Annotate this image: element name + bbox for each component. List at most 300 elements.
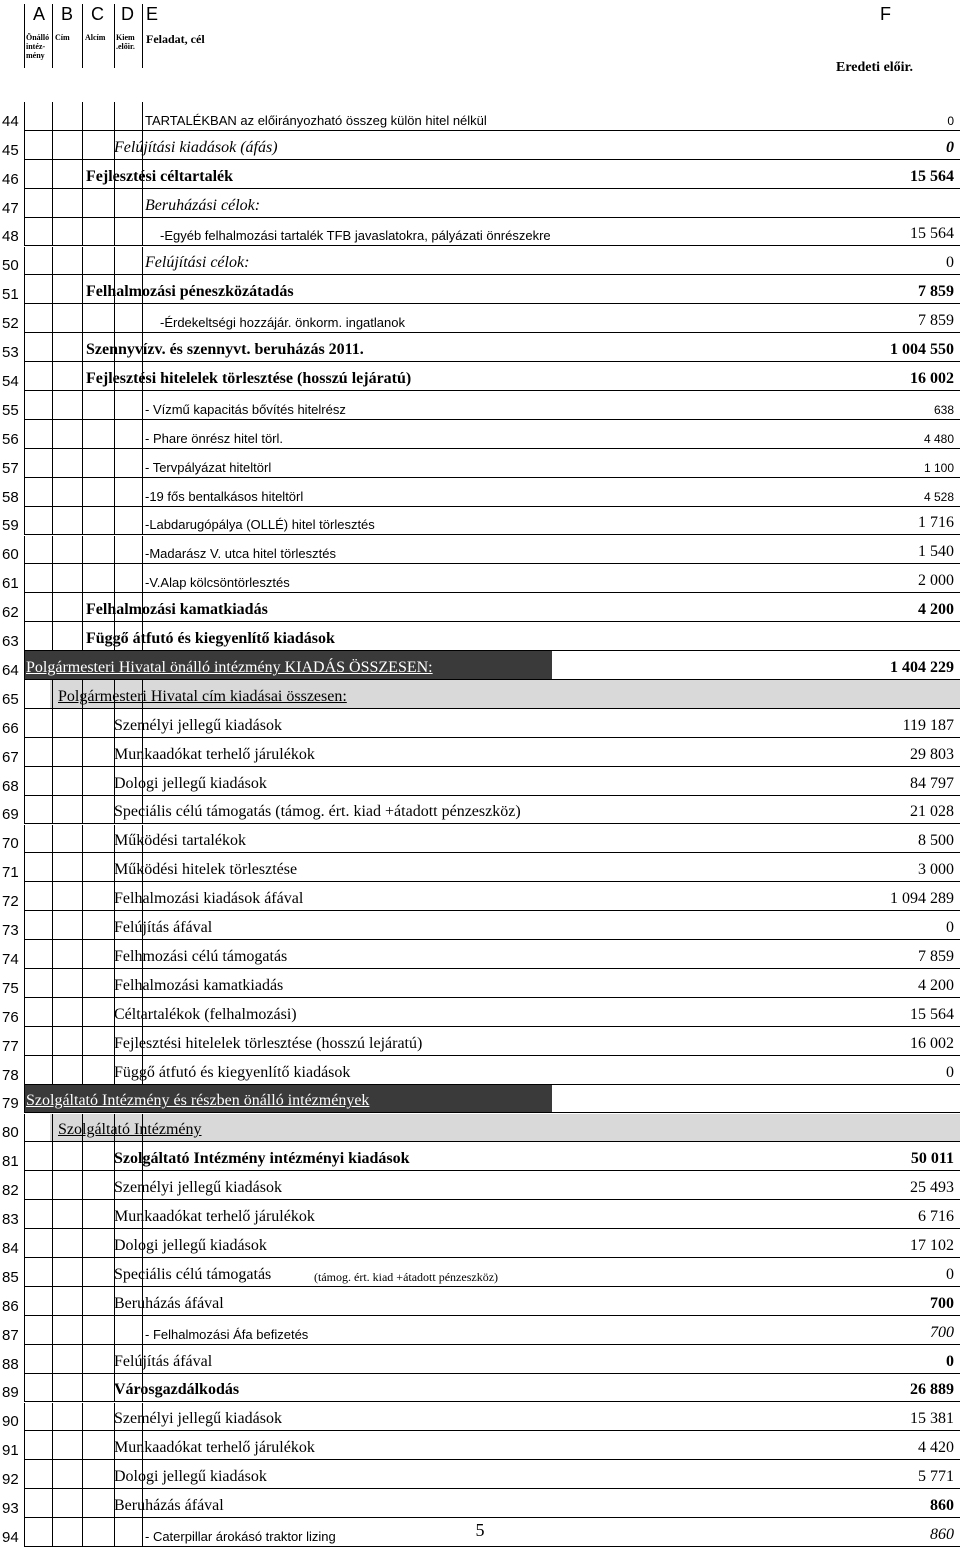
row-value: 638 xyxy=(933,402,954,417)
col-e-label: Feladat, cél xyxy=(146,32,205,46)
column-rule xyxy=(52,1460,53,1489)
row-value: 2 000 xyxy=(918,572,954,590)
row-number: 75 xyxy=(2,979,19,997)
column-rule xyxy=(24,593,25,622)
column-rule xyxy=(82,825,83,854)
row-label: Polgármesteri Hivatal önálló intézmény KIADÁS ÖSSZESEN: xyxy=(26,658,433,676)
column-rule xyxy=(82,1171,83,1200)
table-row xyxy=(0,1258,960,1287)
column-rule xyxy=(52,1056,53,1085)
column-rule xyxy=(52,1316,53,1345)
column-rule xyxy=(142,536,143,565)
column-rule xyxy=(52,449,53,478)
row-value: 3 000 xyxy=(918,861,954,879)
row-value: 16 002 xyxy=(910,1034,954,1052)
row-number: 84 xyxy=(2,1239,19,1257)
column-rule xyxy=(82,709,83,738)
table-row xyxy=(0,709,960,738)
table-row xyxy=(0,911,960,940)
row-number: 50 xyxy=(2,257,19,275)
table-row xyxy=(0,449,960,478)
row-label: -Labdarugópálya (OLLÉ) hitel törlesztés xyxy=(145,517,375,533)
column-rule xyxy=(142,102,143,131)
column-rule xyxy=(24,825,25,854)
row-value: 1 100 xyxy=(923,460,954,475)
column-rule xyxy=(114,420,115,449)
column-rule xyxy=(82,333,83,362)
row-label: - Felhalmozási Áfa befizetés xyxy=(145,1326,309,1342)
column-rule xyxy=(142,391,143,420)
row-value: 1 404 229 xyxy=(890,658,954,676)
col-e-letter: E xyxy=(146,4,159,24)
column-rule xyxy=(52,333,53,362)
row-value: 0 xyxy=(946,1352,954,1370)
table-row xyxy=(0,1142,960,1171)
column-rule xyxy=(52,1489,53,1518)
col-f-letter: F xyxy=(880,4,891,24)
row-value: 29 803 xyxy=(910,745,954,763)
row-number: 70 xyxy=(2,835,19,853)
column-rule xyxy=(24,507,25,536)
column-rule xyxy=(82,998,83,1027)
row-label: Városgazdálkodás xyxy=(114,1381,240,1399)
column-rule xyxy=(24,1142,25,1171)
table-row xyxy=(0,1200,960,1229)
row-number: 46 xyxy=(2,170,19,188)
row-number: 47 xyxy=(2,199,19,217)
row-number: 57 xyxy=(2,459,19,477)
column-rule xyxy=(52,160,53,189)
table-row xyxy=(0,160,960,189)
column-rule xyxy=(52,767,53,796)
row-number: 67 xyxy=(2,748,19,766)
column-rule xyxy=(52,622,53,651)
row-label: Dologi jellegű kiadások xyxy=(114,1468,267,1486)
table-row xyxy=(0,940,960,969)
column-rule xyxy=(52,102,53,131)
column-rule xyxy=(82,1374,83,1403)
row-label: Munkaadókat terhelő járulékok xyxy=(114,745,315,763)
column-rule xyxy=(24,1489,25,1518)
row-number: 94 xyxy=(2,1528,19,1546)
row-label: Függő átfutó és kiegyenlítő kiadások xyxy=(86,630,335,648)
column-rule xyxy=(24,911,25,940)
column-rule xyxy=(142,564,143,593)
column-rule xyxy=(114,1316,115,1345)
column-rule xyxy=(82,1229,83,1258)
column-rule xyxy=(24,651,25,680)
column-rule xyxy=(24,709,25,738)
column-rule xyxy=(114,304,115,333)
column-rule xyxy=(82,1403,83,1432)
row-number: 80 xyxy=(2,1124,19,1142)
row-label: Személyi jellegű kiadások xyxy=(114,1179,282,1197)
row-label: Felhalmozási kiadások áfával xyxy=(114,890,304,908)
row-value: 860 xyxy=(930,1525,954,1543)
table-row xyxy=(0,536,960,565)
row-number: 45 xyxy=(2,141,19,159)
row-label: Dologi jellegű kiadások xyxy=(114,774,267,792)
row-number: 89 xyxy=(2,1384,19,1402)
column-rule xyxy=(52,796,53,825)
column-rule xyxy=(52,1403,53,1432)
table-row xyxy=(0,1460,960,1489)
column-rule xyxy=(82,796,83,825)
column-rule xyxy=(114,391,115,420)
row-value: 0 xyxy=(946,1063,954,1081)
column-rule xyxy=(24,1316,25,1345)
column-rule xyxy=(24,1431,25,1460)
column-rule xyxy=(82,275,83,304)
row-number: 78 xyxy=(2,1066,19,1084)
column-rule xyxy=(52,131,53,160)
column-rule xyxy=(82,391,83,420)
row-number: 44 xyxy=(2,112,19,130)
column-rule xyxy=(82,304,83,333)
column-rule xyxy=(142,420,143,449)
column-rule xyxy=(52,680,53,709)
row-value: 1 540 xyxy=(918,543,954,561)
column-rule xyxy=(52,478,53,507)
column-rule xyxy=(24,1345,25,1374)
row-number: 63 xyxy=(2,633,19,651)
column-rule xyxy=(52,853,53,882)
column-rule xyxy=(52,1287,53,1316)
row-label: Felhalmozási kamatkiadás xyxy=(86,601,268,619)
column-rule xyxy=(24,1085,25,1114)
row-number: 58 xyxy=(2,488,19,506)
table-row xyxy=(0,333,960,362)
column-rule xyxy=(82,1489,83,1518)
column-rule xyxy=(82,767,83,796)
row-number: 92 xyxy=(2,1471,19,1489)
column-rule xyxy=(24,564,25,593)
column-rule xyxy=(52,275,53,304)
row-label: Speciális célú támogatás xyxy=(114,1265,272,1283)
row-number: 61 xyxy=(2,575,19,593)
row-label: Dologi jellegű kiadások xyxy=(114,1236,267,1254)
column-rule xyxy=(82,1200,83,1229)
column-rule xyxy=(24,1200,25,1229)
row-label: Beruházás áfával xyxy=(114,1497,224,1515)
column-rule xyxy=(82,218,83,247)
row-number: 87 xyxy=(2,1326,19,1344)
column-rule xyxy=(142,449,143,478)
table-row xyxy=(0,1287,960,1316)
table-row xyxy=(0,1431,960,1460)
row-label: Személyi jellegű kiadások xyxy=(114,716,282,734)
column-rule xyxy=(114,564,115,593)
column-rule xyxy=(82,593,83,622)
column-rule xyxy=(142,478,143,507)
column-rule xyxy=(52,362,53,391)
column-rule xyxy=(24,362,25,391)
row-value: 7 859 xyxy=(918,947,954,965)
column-rule xyxy=(52,969,53,998)
row-number: 65 xyxy=(2,690,19,708)
column-rule xyxy=(24,1258,25,1287)
row-number: 48 xyxy=(2,228,19,246)
column-rule xyxy=(82,160,83,189)
column-rule xyxy=(142,218,143,247)
table-row xyxy=(0,304,960,333)
table-row xyxy=(0,998,960,1027)
row-number: 74 xyxy=(2,950,19,968)
row-value: 0 xyxy=(947,113,954,128)
column-rule xyxy=(24,622,25,651)
column-rule xyxy=(52,911,53,940)
column-rule xyxy=(24,275,25,304)
column-rule xyxy=(24,536,25,565)
column-rule xyxy=(114,189,115,218)
row-number: 90 xyxy=(2,1413,19,1431)
row-value: 15 381 xyxy=(910,1410,954,1428)
row-value: 4 528 xyxy=(923,489,954,504)
column-rule xyxy=(24,1056,25,1085)
row-label: Személyi jellegű kiadások xyxy=(114,1410,282,1428)
table-row xyxy=(0,507,960,536)
row-value: 4 480 xyxy=(923,431,954,446)
row-label: Felhmozási célú támogatás xyxy=(114,947,288,965)
column-rule xyxy=(52,940,53,969)
table-row xyxy=(0,1027,960,1056)
row-value: 700 xyxy=(930,1323,954,1341)
row-label: Felhalmozási kamatkiadás xyxy=(114,976,284,994)
column-rule xyxy=(52,998,53,1027)
row-value: 5 771 xyxy=(918,1468,954,1486)
table-row xyxy=(0,1056,960,1085)
row-label: - Phare önrész hitel törl. xyxy=(145,430,284,446)
column-rule xyxy=(24,853,25,882)
table-row xyxy=(0,1374,960,1403)
column-rule xyxy=(142,507,143,536)
row-value: 15 564 xyxy=(910,1005,954,1023)
row-label: Szolgáltató Intézmény intézményi kiadások xyxy=(114,1150,410,1168)
row-number: 77 xyxy=(2,1037,19,1055)
column-rule xyxy=(114,247,115,276)
row-label: -Érdekeltségi hozzájár. önkorm. ingatlanok xyxy=(160,315,405,331)
column-rule xyxy=(24,1460,25,1489)
column-rule xyxy=(114,218,115,247)
column-rule xyxy=(24,767,25,796)
row-number: 64 xyxy=(2,661,19,679)
row-value: 0 xyxy=(946,1265,954,1283)
column-rule xyxy=(24,160,25,189)
row-number: 62 xyxy=(2,604,19,622)
col-b-letter: B xyxy=(61,4,74,24)
column-rule xyxy=(82,853,83,882)
page-number: 5 xyxy=(475,1520,485,1540)
table-row xyxy=(0,1345,960,1374)
row-label: Munkaadókat terhelő járulékok xyxy=(114,1208,315,1226)
table-row xyxy=(0,131,960,160)
row-value: 0 xyxy=(946,254,954,272)
column-rule xyxy=(142,189,143,218)
column-rule xyxy=(82,1287,83,1316)
column-rule xyxy=(52,709,53,738)
table-row xyxy=(0,1114,960,1143)
column-rule xyxy=(82,449,83,478)
row-number: 83 xyxy=(2,1211,19,1229)
column-rule xyxy=(52,1171,53,1200)
column-rule xyxy=(52,1431,53,1460)
column-rule xyxy=(52,391,53,420)
column-rule xyxy=(24,218,25,247)
row-label: Munkaadókat terhelő járulékok xyxy=(114,1439,315,1457)
row-number: 54 xyxy=(2,372,19,390)
row-label: - Vízmű kapacitás bővítés hitelrész xyxy=(145,401,346,417)
column-rule xyxy=(24,1171,25,1200)
row-value: 26 889 xyxy=(910,1381,954,1399)
row-number: 56 xyxy=(2,430,19,448)
column-rule xyxy=(52,507,53,536)
table-row xyxy=(0,564,960,593)
row-value: 1 094 289 xyxy=(890,890,954,908)
table-row xyxy=(0,651,960,680)
column-rule xyxy=(52,1229,53,1258)
column-rule xyxy=(82,622,83,651)
row-value: 7 859 xyxy=(918,312,954,330)
column-rule xyxy=(82,738,83,767)
row-number: 72 xyxy=(2,893,19,911)
row-label-detail: (támog. ért. kiad +átadott pénzeszköz) xyxy=(314,1269,499,1284)
row-number: 85 xyxy=(2,1268,19,1286)
row-label: Szolgáltató Intézmény xyxy=(58,1121,202,1139)
column-rule xyxy=(24,131,25,160)
column-rule xyxy=(82,247,83,276)
table-row xyxy=(0,478,960,507)
col-c-letter: C xyxy=(91,4,104,24)
row-value: 50 011 xyxy=(910,1150,954,1168)
column-rule xyxy=(52,882,53,911)
column-rule xyxy=(114,449,115,478)
row-number: 52 xyxy=(2,315,19,333)
row-number: 53 xyxy=(2,344,19,362)
table-row xyxy=(0,969,960,998)
table-row xyxy=(0,362,960,391)
column-rule xyxy=(82,189,83,218)
col-c-label: Alcím xyxy=(85,33,106,42)
table-row xyxy=(0,1085,960,1114)
column-rule xyxy=(24,189,25,218)
row-label: Speciális célú támogatás (támog. ért. kiad +átadott pénzeszköz) xyxy=(114,803,521,821)
row-number: 79 xyxy=(2,1095,19,1113)
column-rule xyxy=(24,1403,25,1432)
column-rule xyxy=(114,507,115,536)
column-rule xyxy=(24,1229,25,1258)
table-row xyxy=(0,796,960,825)
row-label: TARTALÉKBAN az előirányozható összeg külön hitel nélkül xyxy=(145,112,487,128)
row-label: Fejlesztési céltartalék xyxy=(86,167,234,185)
row-value: 21 028 xyxy=(910,803,954,821)
row-value: 119 187 xyxy=(902,716,954,734)
column-rule xyxy=(24,420,25,449)
row-value: 860 xyxy=(930,1497,954,1515)
column-rule xyxy=(82,969,83,998)
column-rule xyxy=(24,882,25,911)
row-number: 66 xyxy=(2,719,19,737)
column-rule xyxy=(142,247,143,276)
row-label: Felújítási kiadások (áfás) xyxy=(114,138,278,156)
row-number: 76 xyxy=(2,1008,19,1026)
column-rule xyxy=(24,1027,25,1056)
column-rule xyxy=(24,969,25,998)
row-value: 15 564 xyxy=(910,225,954,243)
row-label: Fejlesztési hitelelek törlesztése (hosszú lejáratú) xyxy=(86,369,412,387)
row-value: 17 102 xyxy=(910,1236,954,1254)
row-value: 4 420 xyxy=(918,1439,954,1457)
column-rule xyxy=(82,940,83,969)
row-value: 4 200 xyxy=(918,976,954,994)
col-f-label: Eredeti előir. xyxy=(836,60,913,75)
row-value: 1 716 xyxy=(918,514,954,532)
column-rule xyxy=(82,362,83,391)
row-number: 86 xyxy=(2,1297,19,1315)
row-value: 7 859 xyxy=(918,283,954,301)
row-value: 15 564 xyxy=(910,167,954,185)
table-row xyxy=(0,853,960,882)
table-row xyxy=(0,1403,960,1432)
column-rule xyxy=(82,1316,83,1345)
column-rule xyxy=(52,1142,53,1171)
column-rule xyxy=(52,189,53,218)
column-rule xyxy=(82,882,83,911)
table-row xyxy=(0,680,960,709)
row-value: 6 716 xyxy=(918,1208,954,1226)
column-rule xyxy=(24,333,25,362)
column-rule xyxy=(24,304,25,333)
column-rule xyxy=(24,478,25,507)
row-value: 8 500 xyxy=(918,832,954,850)
table-row xyxy=(0,1489,960,1518)
row-number: 51 xyxy=(2,286,19,304)
row-value: 84 797 xyxy=(910,774,954,792)
table-row xyxy=(0,593,960,622)
column-rule xyxy=(24,391,25,420)
column-rule xyxy=(82,1258,83,1287)
row-number: 82 xyxy=(2,1182,19,1200)
column-rule xyxy=(82,1460,83,1489)
column-rule xyxy=(114,536,115,565)
row-value: 1 004 550 xyxy=(890,341,954,359)
table-row xyxy=(0,767,960,796)
column-rule xyxy=(82,1431,83,1460)
column-rule xyxy=(82,911,83,940)
row-label: Felújítás áfával xyxy=(114,919,213,937)
row-label: Céltartalékok (felhalmozási) xyxy=(114,1005,297,1023)
row-number: 93 xyxy=(2,1500,19,1518)
column-rule xyxy=(52,738,53,767)
column-rule xyxy=(52,1374,53,1403)
column-rule xyxy=(52,564,53,593)
row-value: 0 xyxy=(946,919,954,937)
row-value: 0 xyxy=(946,138,954,156)
row-value: 700 xyxy=(930,1294,954,1312)
col-a-letter: A xyxy=(33,4,46,24)
column-rule xyxy=(24,796,25,825)
column-rule xyxy=(82,420,83,449)
column-rule xyxy=(82,478,83,507)
row-number: 60 xyxy=(2,546,19,564)
table-row xyxy=(0,1316,960,1345)
table-row xyxy=(0,1229,960,1258)
column-rule xyxy=(52,536,53,565)
row-label: Felújítási célok: xyxy=(145,254,250,272)
table-row xyxy=(0,218,960,247)
row-label: Szennyvízv. és szennyvt. beruházás 2011. xyxy=(86,341,364,359)
row-label: Polgármesteri Hivatal cím kiadásai összesen: xyxy=(58,687,347,705)
row-number: 73 xyxy=(2,922,19,940)
